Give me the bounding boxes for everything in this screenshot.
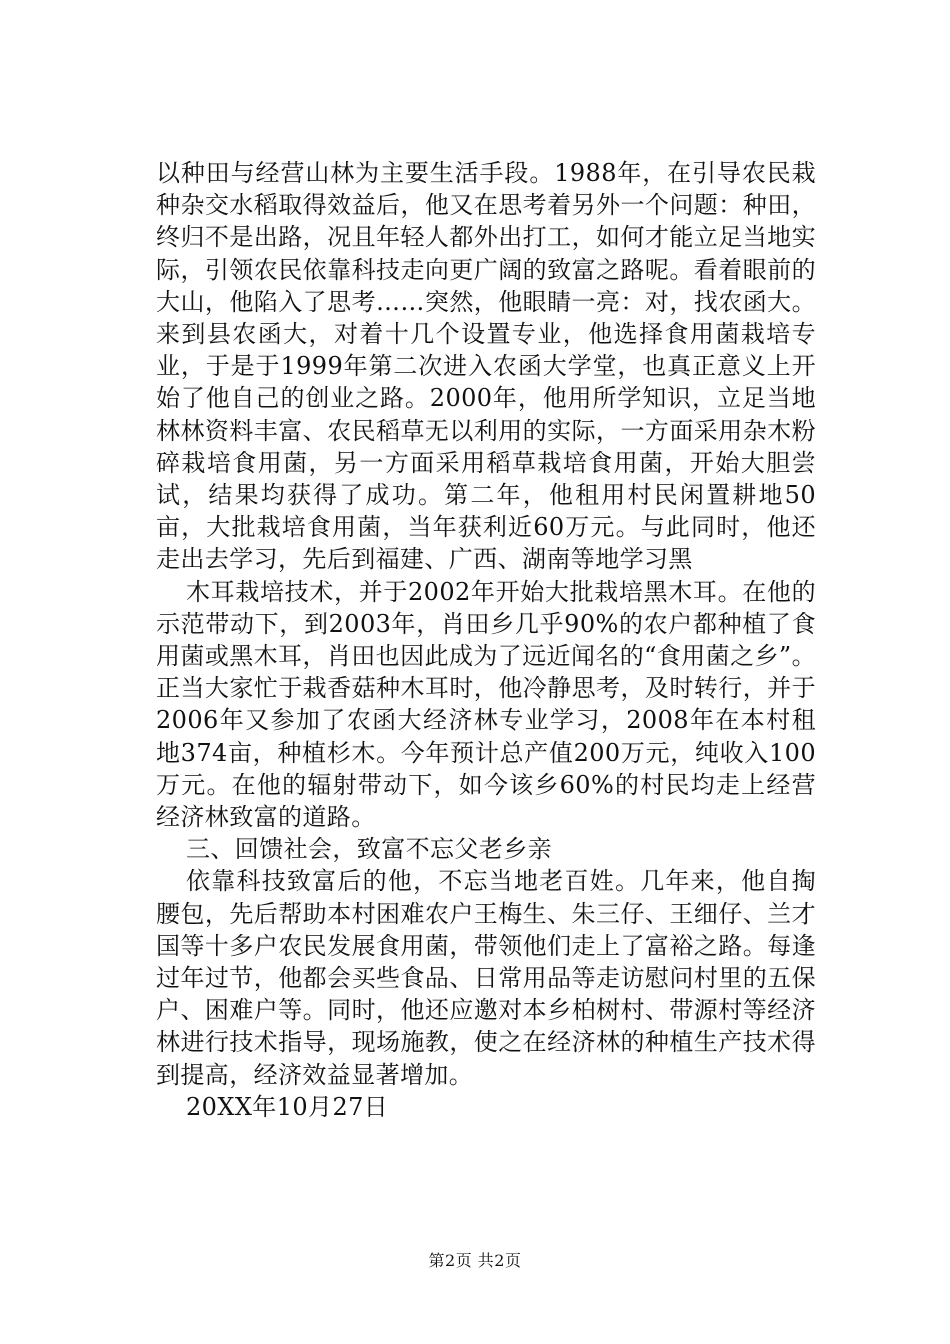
paragraph-fungus-development: 木耳栽培技术，并于2002年开始大批栽培黑木耳。在他的示范带动下，到2003年，肖田乡几乎90%的农户都种植了食用菌或黑木耳，肖田也因此成为了远近闻名的“食用菌之乡”。正当大家忙于栽香菇种木耳时，他冷静思考，及时转行，并于2006年又参加了农函大经济林专业学习，2008年在本村租地374亩，种植杉木。今年预计总产值200万元，纯收入100万元。在他的辐射带动下，如今该乡60%的村民均走上经营经济林致富的道路。 [156, 577, 816, 832]
paragraph-giving-back: 依靠科技致富后的他，不忘当地老百姓。几年来，他自掏腰包，先后帮助本村困难农户王梅生、朱三仔、王细仔、兰才国等十多户农民发展食用菌，带领他们走上了富裕之路。每逢过年过节，他都会买些食品、日常用品等走访慰问村里的五保户、困难户等。同时，他还应邀对本乡柏树村、带源村等经济林进行技术指导，现场施教，使之在经济林的种植生产技术得到提高，经济效益显著增加。 [156, 867, 816, 1089]
section-heading: 三、回馈社会，致富不忘父老乡亲 [186, 835, 552, 864]
paragraph-continuation: 以种田与经营山林为主要生活手段。1988年，在引导农民栽种杂交水稻取得效益后，他又在思考着另外一个问题：种田，终归不是出路，况且年轻人都外出打工，如何才能立足当地实际，引领农民依靠科技走向更广阔的致富之路呢。看着眼前的大山，他陷入了思考……突然，他眼睛一亮：对，找农函大。来到县农函大，对着十几个设置专业，他选择食用菌栽培专业，于是于1999年第二次进入农函大学堂，也真正意义上开始了他自己的创业之路。2000年，他用所学知识，立足当地林林资料丰富、农民稻草无以利用的实际，一方面采用杂木粉碎栽培食用菌，另一方面采用稻草栽培食用菌，开始大胆尝试，结果均获得了成功。第二年，他租用村民闲置耕地50亩，大批栽培食用菌，当年获利近60万元。与此同时，他还走出去学习，先后到福建、广西、湖南等地学习黑 [156, 159, 816, 574]
page-footer: 第2页 共2页 [428, 1251, 522, 1270]
document-body [156, 157, 816, 1123]
document-date: 20XX年10月27日 [186, 1092, 389, 1121]
